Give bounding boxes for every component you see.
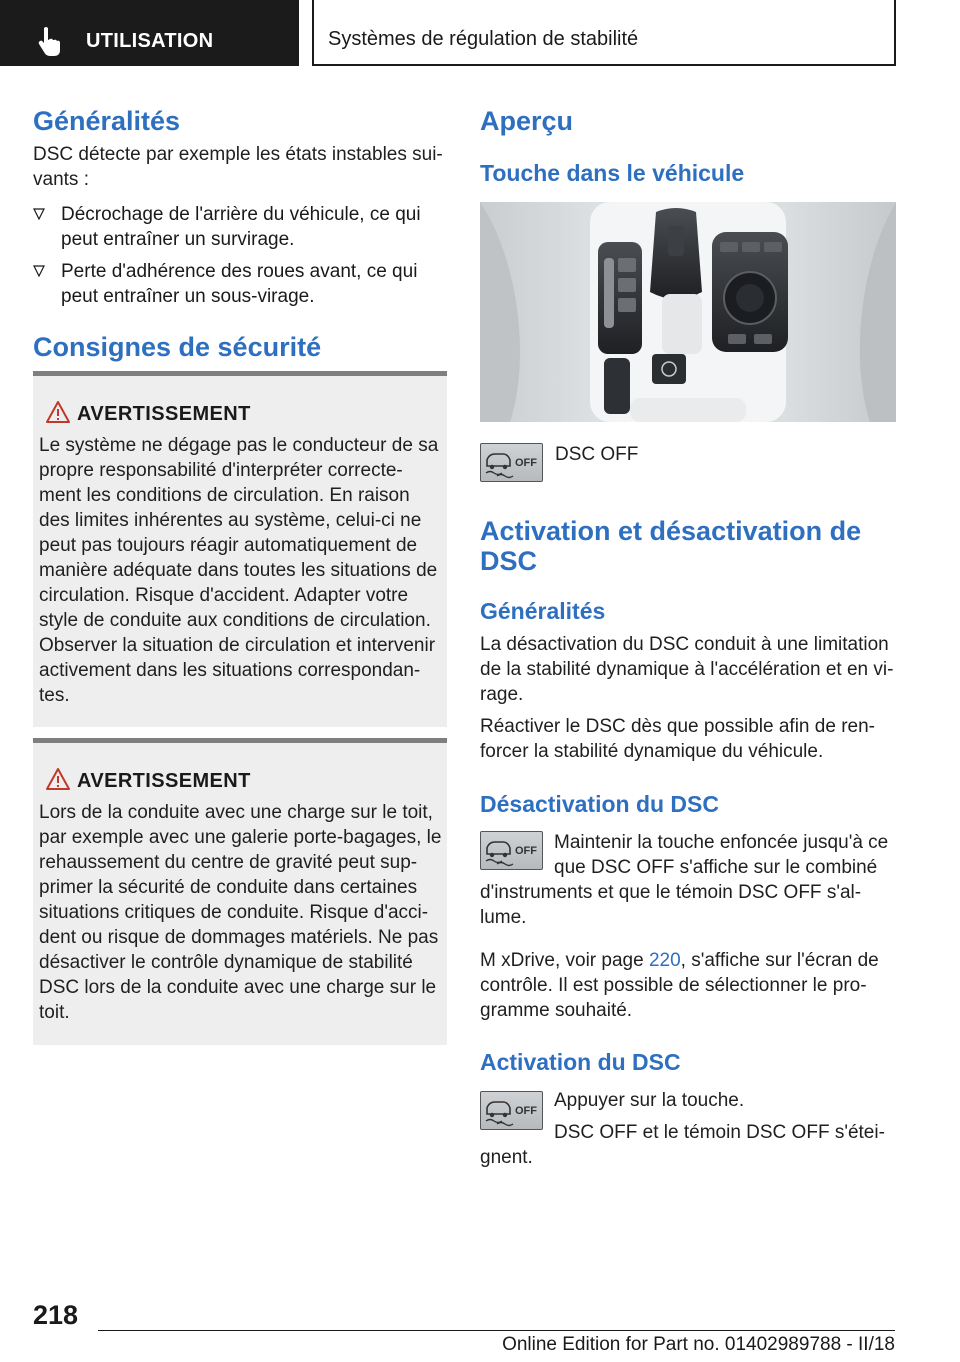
text-line: Maintenir la touche enfoncée jusqu'à ce bbox=[554, 832, 889, 853]
text-line: de la stabilité dynamique à l'accélération et en vi- bbox=[480, 659, 894, 680]
page-number: 218 bbox=[33, 1300, 79, 1330]
warning-line: propre responsabilité d'interpréter correcte- bbox=[39, 460, 403, 481]
generalites-heading: Généralités bbox=[33, 106, 181, 136]
list-item bbox=[33, 202, 447, 252]
activation-step-1: Appuyer sur la touche. bbox=[554, 1090, 745, 1111]
triangle-bullet-icon bbox=[33, 265, 45, 277]
desactivation-heading: Désactivation du DSC bbox=[480, 791, 719, 817]
chapter-title: Systèmes de régulation de stabilité bbox=[328, 28, 639, 50]
warning-box-2 bbox=[33, 738, 447, 1045]
generalites-intro-line-1: DSC détecte par exemple les états instables sui- bbox=[33, 144, 443, 165]
warning-line: manière adéquate dans toutes les situations de bbox=[39, 560, 438, 581]
warning-triangle-icon bbox=[45, 400, 71, 424]
text-line: forcer la stabilité dynamique du véhicule. bbox=[480, 741, 824, 762]
footer-edition: Online Edition for Part no. 01402989788 - II/18 bbox=[502, 1334, 895, 1355]
dsc-off-button bbox=[480, 1091, 543, 1130]
consignes-heading: Consignes de sécurité bbox=[33, 332, 322, 362]
list-item bbox=[33, 259, 447, 309]
text-span: , s'affiche sur l'écran de bbox=[680, 950, 879, 971]
generalites-paragraph-1 bbox=[480, 632, 896, 707]
activation-dsc-heading: Activation du DSC bbox=[480, 1049, 681, 1075]
warning-line: primer la sécurité de conduite dans certaines bbox=[39, 877, 418, 898]
triangle-bullet-icon bbox=[33, 208, 45, 220]
page-link[interactable]: 220 bbox=[648, 950, 681, 971]
activation-heading-line-1: Activation et désactivation de bbox=[480, 516, 862, 546]
warning-line: rehaussement du centre de gravité peut sup- bbox=[39, 852, 418, 873]
warning-line: DSC lors de la conduite avec une charge sur le bbox=[39, 977, 437, 998]
text-line: d'instruments et que le témoin DSC OFF s'al- bbox=[480, 882, 862, 903]
warning-line: peut pas toujours réagir automatiquement de bbox=[39, 535, 418, 556]
dsc-off-icon-label: OFF bbox=[515, 1105, 537, 1117]
apercu-heading: Aperçu bbox=[480, 106, 574, 136]
text-line: lume. bbox=[480, 907, 527, 928]
generalites-intro-line-2: vants : bbox=[33, 169, 89, 190]
dsc-off-icon-label: OFF bbox=[515, 457, 537, 469]
warning-line: Lors de la conduite avec une charge sur le toit, bbox=[39, 802, 433, 823]
generalites-subheading: Généralités bbox=[480, 598, 606, 624]
warning-line: désactiver le contrôle dynamique de stabilité bbox=[39, 952, 413, 973]
warning-line: Le système ne dégage pas le conducteur de sa bbox=[39, 435, 439, 456]
activation-step-2a: DSC OFF et le témoin DSC OFF s'étei- bbox=[554, 1122, 885, 1143]
section-title: UTILISATION bbox=[86, 30, 214, 52]
dsc-off-button bbox=[480, 443, 543, 482]
text-line: que DSC OFF s'affiche sur le combiné bbox=[554, 857, 878, 878]
warning-box-1 bbox=[33, 371, 447, 727]
warning-line: par exemple avec une galerie porte-bagages, le bbox=[39, 827, 442, 848]
hand-pointer-icon bbox=[34, 24, 68, 58]
warning-line: dent ou risque de dommages matériels. Ne pas bbox=[39, 927, 439, 948]
list-item-line: Perte d'adhérence des roues avant, ce qui bbox=[61, 261, 418, 282]
text-line: gramme souhaité. bbox=[480, 1000, 633, 1021]
center-console-illustration bbox=[480, 202, 896, 422]
desactivation-paragraph-1a bbox=[554, 830, 896, 880]
dsc-off-icon bbox=[481, 444, 541, 480]
text-line bbox=[480, 948, 896, 973]
warning-text bbox=[39, 433, 443, 708]
list-item-line: Décrochage de l'arrière du véhicule, ce qui bbox=[61, 204, 421, 225]
list-item-line: peut entraîner un survirage. bbox=[61, 229, 295, 250]
warning-line: situations critiques de conduite. Risque d'acci- bbox=[39, 902, 429, 923]
dsc-off-icon bbox=[481, 1092, 541, 1128]
warning-line: toit. bbox=[39, 1002, 70, 1023]
dsc-off-button bbox=[480, 831, 543, 870]
touche-heading: Touche dans le véhicule bbox=[480, 160, 745, 186]
dsc-off-caption: DSC OFF bbox=[555, 444, 639, 465]
warning-title: AVERTISSEMENT bbox=[77, 403, 251, 425]
warning-line: tes. bbox=[39, 685, 70, 706]
warning-line: style de conduite aux conditions de circulation. bbox=[39, 610, 431, 631]
text-line: contrôle. Il est possible de sélectionner le pro- bbox=[480, 975, 867, 996]
warning-line: circulation. Risque d'accident. Adapter votre bbox=[39, 585, 409, 606]
warning-line: Observer la situation de circulation et intervenir bbox=[39, 635, 436, 656]
activation-heading-line-2: DSC bbox=[480, 546, 538, 576]
text-span: M xDrive, voir page bbox=[480, 950, 649, 971]
desactivation-paragraph-1b bbox=[480, 880, 896, 930]
dsc-off-icon-label: OFF bbox=[515, 845, 537, 857]
center-console-photo bbox=[480, 202, 896, 422]
text-line: Réactiver le DSC dès que possible afin de ren- bbox=[480, 716, 875, 737]
footer-divider bbox=[98, 1330, 895, 1331]
warning-triangle-icon bbox=[45, 767, 71, 791]
warning-title: AVERTISSEMENT bbox=[77, 770, 251, 792]
warning-line: des limites inhérentes au système, celui-ci ne bbox=[39, 510, 422, 531]
header-chapter-box bbox=[312, 0, 896, 66]
text-line: La désactivation du DSC conduit à une limitation bbox=[480, 634, 889, 655]
warning-line: ment les conditions de circulation. En raison bbox=[39, 485, 410, 506]
warning-text bbox=[39, 800, 443, 1025]
text-line: rage. bbox=[480, 684, 524, 705]
activation-step-2b: gnent. bbox=[480, 1147, 533, 1168]
list-item-line: peut entraîner un sous-virage. bbox=[61, 286, 315, 307]
generalites-paragraph-2 bbox=[480, 714, 896, 764]
warning-line: activement dans les situations correspondan- bbox=[39, 660, 421, 681]
header-section-tab bbox=[0, 0, 299, 66]
desactivation-paragraph-2 bbox=[480, 948, 896, 1023]
dsc-off-icon bbox=[481, 832, 541, 868]
